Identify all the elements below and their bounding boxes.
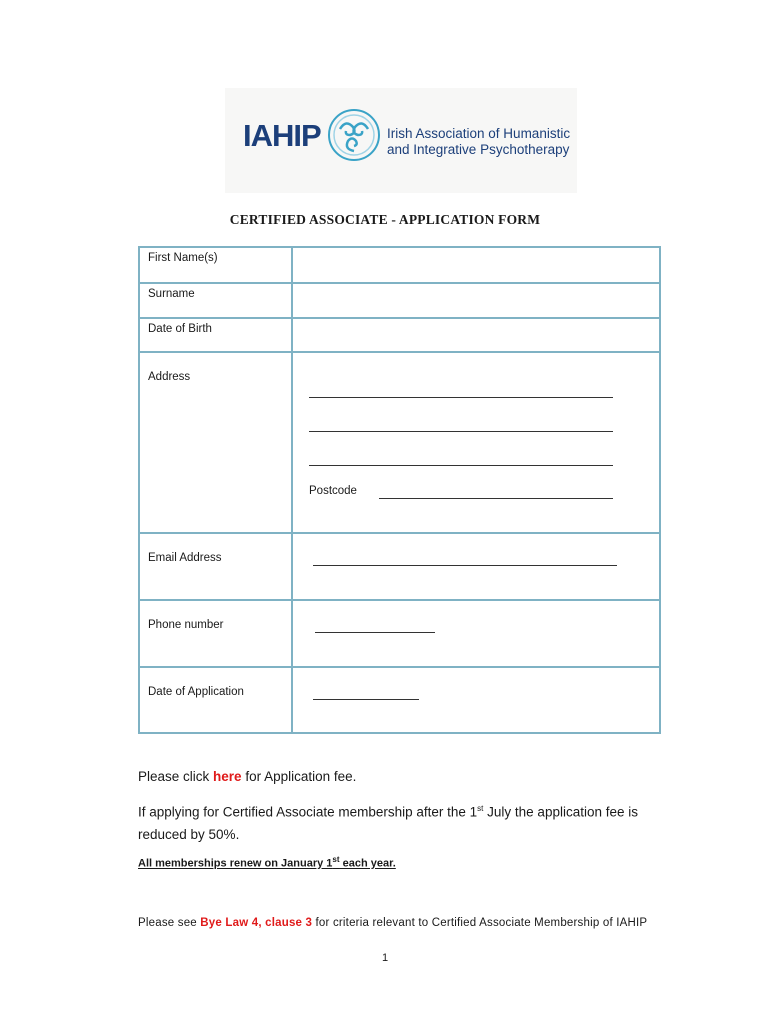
application-form-table [138,246,661,734]
postcode-line[interactable] [379,498,613,499]
discount-paragraph [138,798,638,846]
fee-paragraph [138,766,356,788]
renew-part2: each year. [339,857,396,870]
form-row-address [139,352,660,533]
form-row-email [139,533,660,600]
surname-field[interactable] [292,283,660,318]
email-line[interactable] [313,565,617,566]
discount-part2: July the application fee is [483,804,638,820]
fee-here-link[interactable]: here [213,769,242,784]
address-field[interactable] [292,352,660,533]
bylaw-link[interactable]: Bye Law 4, clause 3 [200,917,313,929]
form-row-surname [139,283,660,318]
surname-label: Surname [139,283,292,318]
form-row-first-name [139,247,660,283]
renew-part1: All memberships renew on January 1 [138,857,333,870]
first-name-label: First Name(s) [139,247,292,283]
page-number: 1 [381,952,389,964]
address-line-1[interactable] [309,397,613,398]
date-application-label: Date of Application [139,667,292,733]
renew-sup: st [332,855,340,864]
fee-prefix: Please click [138,769,214,784]
logo-name [387,126,577,158]
discount-line2: reduced by 50%. [138,826,240,842]
logo-mark: IAHIP [243,118,321,153]
form-row-phone [139,600,660,667]
date-application-line[interactable] [313,699,419,700]
bylaw-note [138,917,647,929]
dob-field[interactable] [292,318,660,352]
phone-field[interactable] [292,600,660,667]
form-row-dob [139,318,660,352]
fee-suffix: for Application fee. [241,769,357,784]
logo-name-line1: Irish Association of Humanistic [387,126,571,141]
email-field[interactable] [292,533,660,600]
discount-sup: st [477,804,484,813]
dob-label: Date of Birth [139,318,292,352]
first-name-field[interactable] [292,247,660,283]
bylaw-suffix: for criteria relevant to Certified Associate Membership of IAHIP [312,917,648,929]
form-row-date-application [139,667,660,733]
swirl-icon [326,103,382,167]
address-label: Address [139,352,292,533]
phone-label: Phone number [139,600,292,667]
email-label: Email Address [139,533,292,600]
form-title: CERTIFIED ASSOCIATE - APPLICATION FORM [229,212,541,227]
renewal-note [138,855,396,870]
address-line-2[interactable] [309,431,613,432]
logo [225,88,577,193]
bylaw-prefix: Please see [138,917,201,929]
logo-name-line2: and Integrative Psychotherapy [387,142,570,157]
phone-line[interactable] [315,632,435,633]
date-application-field[interactable] [292,667,660,733]
address-line-3[interactable] [309,465,613,466]
postcode-label: Postcode [309,485,357,497]
discount-part1: If applying for Certified Associate membership after the 1 [138,804,478,820]
